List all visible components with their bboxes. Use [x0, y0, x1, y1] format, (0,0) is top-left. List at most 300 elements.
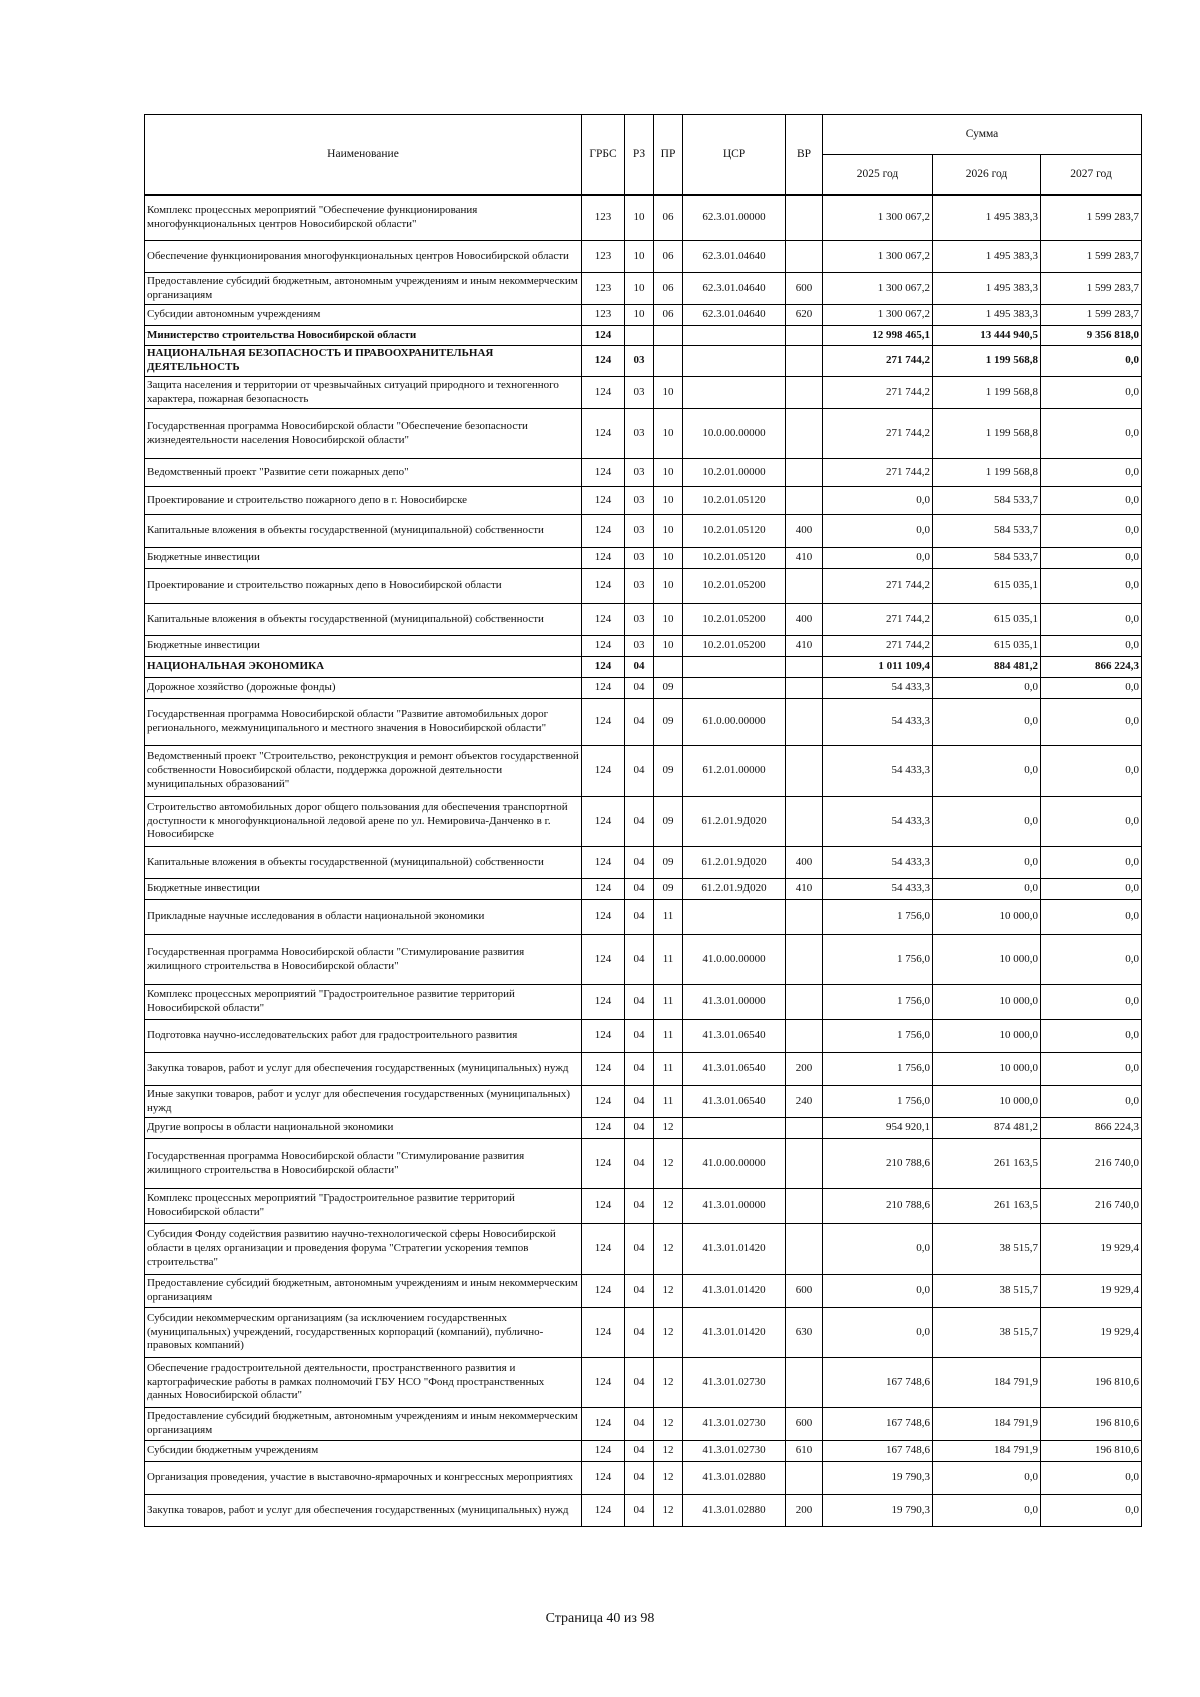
row-csr-cell: 61.0.00.00000 — [683, 699, 786, 746]
row-rz-cell: 04 — [625, 847, 654, 879]
row-amount-2026-cell: 1 199 568,8 — [933, 377, 1041, 409]
row-amount-2026-cell: 1 199 568,8 — [933, 409, 1041, 459]
row-vr-cell: 400 — [786, 847, 823, 879]
row-amount-2027-cell: 0,0 — [1041, 797, 1142, 847]
row-amount-2025-cell: 19 790,3 — [823, 1462, 933, 1495]
row-amount-2026-cell: 1 495 383,3 — [933, 305, 1041, 326]
row-rz-cell: 03 — [625, 459, 654, 487]
row-csr-cell: 41.3.01.02730 — [683, 1441, 786, 1462]
row-csr-cell: 62.3.01.00000 — [683, 195, 786, 241]
row-amount-2025-cell: 271 744,2 — [823, 604, 933, 636]
row-vr-cell: 600 — [786, 1275, 823, 1308]
row-amount-2026-cell: 0,0 — [933, 847, 1041, 879]
row-amount-2026-cell: 615 035,1 — [933, 569, 1041, 604]
row-csr-cell: 41.3.01.02730 — [683, 1358, 786, 1408]
row-rz-cell: 04 — [625, 1275, 654, 1308]
row-name-cell: Другие вопросы в области национальной экономики — [145, 1118, 582, 1139]
row-vr-cell: 240 — [786, 1086, 823, 1118]
row-rz-cell: 04 — [625, 1408, 654, 1441]
row-grbs-cell: 123 — [582, 241, 625, 273]
row-grbs-cell: 124 — [582, 515, 625, 548]
row-grbs-cell: 124 — [582, 797, 625, 847]
row-csr-cell: 61.2.01.9Д020 — [683, 797, 786, 847]
row-grbs-cell: 124 — [582, 409, 625, 459]
row-amount-2025-cell: 1 756,0 — [823, 1020, 933, 1053]
row-vr-cell — [786, 569, 823, 604]
row-rz-cell: 04 — [625, 1086, 654, 1118]
row-amount-2026-cell: 0,0 — [933, 746, 1041, 797]
row-pr-cell: 10 — [654, 636, 683, 657]
row-csr-cell — [683, 678, 786, 699]
row-rz-cell: 04 — [625, 879, 654, 900]
table-row — [145, 195, 1142, 241]
row-csr-cell: 41.3.01.01420 — [683, 1308, 786, 1358]
row-pr-cell: 12 — [654, 1358, 683, 1408]
row-grbs-cell: 124 — [582, 1139, 625, 1189]
row-grbs-cell: 124 — [582, 1441, 625, 1462]
row-pr-cell: 09 — [654, 797, 683, 847]
row-amount-2027-cell: 0,0 — [1041, 1495, 1142, 1527]
row-amount-2026-cell: 1 199 568,8 — [933, 459, 1041, 487]
row-name-cell: Строительство автомобильных дорог общего пользования для обеспечения транспортной доступности к многофункциональной ледовой арене по ул. Немировича-Данченко в г. Новосибирске — [145, 797, 582, 847]
row-pr-cell: 10 — [654, 569, 683, 604]
row-amount-2026-cell: 38 515,7 — [933, 1275, 1041, 1308]
row-pr-cell — [654, 326, 683, 346]
row-amount-2027-cell: 0,0 — [1041, 487, 1142, 515]
row-vr-cell — [786, 241, 823, 273]
row-pr-cell — [654, 346, 683, 377]
row-name-cell: Капитальные вложения в объекты государственной (муниципальной) собственности — [145, 604, 582, 636]
table-row — [145, 326, 1142, 346]
row-grbs-cell: 124 — [582, 377, 625, 409]
row-name-cell: Государственная программа Новосибирской области "Обеспечение безопасности жизнедеятельности населения Новосибирской области" — [145, 409, 582, 459]
row-name-cell: Обеспечение функционирования многофункциональных центров Новосибирской области — [145, 241, 582, 273]
row-amount-2027-cell: 0,0 — [1041, 985, 1142, 1020]
row-amount-2026-cell: 1 495 383,3 — [933, 195, 1041, 241]
row-grbs-cell: 124 — [582, 346, 625, 377]
row-amount-2027-cell: 0,0 — [1041, 377, 1142, 409]
row-rz-cell: 04 — [625, 1139, 654, 1189]
row-amount-2025-cell: 271 744,2 — [823, 377, 933, 409]
row-rz-cell: 10 — [625, 241, 654, 273]
row-csr-cell: 62.3.01.04640 — [683, 305, 786, 326]
table-row — [145, 305, 1142, 326]
row-pr-cell: 10 — [654, 409, 683, 459]
table-row — [145, 1408, 1142, 1441]
row-amount-2025-cell: 1 756,0 — [823, 985, 933, 1020]
row-pr-cell: 12 — [654, 1408, 683, 1441]
table-row — [145, 900, 1142, 935]
header-year-2025: 2025 год — [823, 155, 933, 195]
header-vr: ВР — [786, 115, 823, 195]
row-amount-2026-cell: 584 533,7 — [933, 548, 1041, 569]
row-amount-2026-cell: 10 000,0 — [933, 1020, 1041, 1053]
row-amount-2025-cell: 167 748,6 — [823, 1441, 933, 1462]
row-grbs-cell: 124 — [582, 1308, 625, 1358]
row-rz-cell: 04 — [625, 1358, 654, 1408]
row-amount-2025-cell: 1 300 067,2 — [823, 273, 933, 305]
table-row — [145, 1118, 1142, 1139]
row-amount-2027-cell: 0,0 — [1041, 346, 1142, 377]
row-rz-cell: 03 — [625, 548, 654, 569]
row-name-cell: Ведомственный проект "Строительство, реконструкция и ремонт объектов государственной собственности Новосибирской области, поддержка дорожной деятельности муниципальных образований" — [145, 746, 582, 797]
row-amount-2026-cell: 261 163,5 — [933, 1139, 1041, 1189]
row-amount-2026-cell: 13 444 940,5 — [933, 326, 1041, 346]
table-row — [145, 377, 1142, 409]
row-vr-cell — [786, 900, 823, 935]
row-name-cell: Комплекс процессных мероприятий "Обеспечение функционирования многофункциональных центров Новосибирской области" — [145, 195, 582, 241]
row-rz-cell: 04 — [625, 935, 654, 985]
header-grbs: ГРБС — [582, 115, 625, 195]
row-vr-cell: 620 — [786, 305, 823, 326]
row-pr-cell: 09 — [654, 699, 683, 746]
row-vr-cell: 400 — [786, 515, 823, 548]
row-rz-cell: 04 — [625, 1053, 654, 1086]
row-rz-cell: 03 — [625, 515, 654, 548]
row-vr-cell: 400 — [786, 604, 823, 636]
row-pr-cell: 06 — [654, 195, 683, 241]
row-amount-2025-cell: 1 756,0 — [823, 935, 933, 985]
row-amount-2027-cell: 1 599 283,7 — [1041, 195, 1142, 241]
row-csr-cell — [683, 657, 786, 678]
row-vr-cell — [786, 326, 823, 346]
row-name-cell: Министерство строительства Новосибирской области — [145, 326, 582, 346]
row-csr-cell — [683, 326, 786, 346]
row-amount-2027-cell: 0,0 — [1041, 1053, 1142, 1086]
row-pr-cell: 12 — [654, 1275, 683, 1308]
row-name-cell: Защита населения и территории от чрезвычайных ситуаций природного и техногенного характера, пожарная безопасность — [145, 377, 582, 409]
row-vr-cell — [786, 459, 823, 487]
row-amount-2026-cell: 0,0 — [933, 699, 1041, 746]
row-name-cell: Государственная программа Новосибирской области "Стимулирование развития жилищного строительства в Новосибирской области" — [145, 935, 582, 985]
row-vr-cell — [786, 195, 823, 241]
header-rz: РЗ — [625, 115, 654, 195]
row-amount-2025-cell: 271 744,2 — [823, 636, 933, 657]
row-amount-2027-cell: 0,0 — [1041, 746, 1142, 797]
row-rz-cell: 04 — [625, 1189, 654, 1224]
row-amount-2025-cell: 271 744,2 — [823, 346, 933, 377]
table-row — [145, 1358, 1142, 1408]
row-amount-2025-cell: 12 998 465,1 — [823, 326, 933, 346]
row-rz-cell: 04 — [625, 985, 654, 1020]
row-grbs-cell: 123 — [582, 273, 625, 305]
table-row — [145, 569, 1142, 604]
row-amount-2026-cell: 10 000,0 — [933, 900, 1041, 935]
row-amount-2025-cell: 1 300 067,2 — [823, 241, 933, 273]
row-grbs-cell: 124 — [582, 1358, 625, 1408]
row-vr-cell: 200 — [786, 1053, 823, 1086]
row-amount-2025-cell: 271 744,2 — [823, 409, 933, 459]
row-csr-cell: 41.3.01.01420 — [683, 1275, 786, 1308]
row-name-cell: Предоставление субсидий бюджетным, автономным учреждениям и иным некоммерческим организациям — [145, 273, 582, 305]
row-name-cell: Закупка товаров, работ и услуг для обеспечения государственных (муниципальных) нужд — [145, 1053, 582, 1086]
row-name-cell: Прикладные научные исследования в области национальной экономики — [145, 900, 582, 935]
row-amount-2027-cell: 0,0 — [1041, 459, 1142, 487]
row-csr-cell: 10.0.00.00000 — [683, 409, 786, 459]
row-amount-2027-cell: 1 599 283,7 — [1041, 305, 1142, 326]
row-grbs-cell: 124 — [582, 847, 625, 879]
row-rz-cell: 03 — [625, 487, 654, 515]
row-amount-2025-cell: 0,0 — [823, 548, 933, 569]
row-pr-cell: 10 — [654, 377, 683, 409]
row-csr-cell: 61.2.01.00000 — [683, 746, 786, 797]
row-amount-2027-cell: 0,0 — [1041, 604, 1142, 636]
row-amount-2026-cell: 584 533,7 — [933, 487, 1041, 515]
row-rz-cell: 10 — [625, 273, 654, 305]
table-row — [145, 1139, 1142, 1189]
row-amount-2026-cell: 38 515,7 — [933, 1224, 1041, 1275]
row-pr-cell: 12 — [654, 1224, 683, 1275]
row-amount-2027-cell: 19 929,4 — [1041, 1308, 1142, 1358]
row-amount-2025-cell: 54 433,3 — [823, 678, 933, 699]
row-vr-cell — [786, 1020, 823, 1053]
row-pr-cell: 09 — [654, 847, 683, 879]
row-amount-2026-cell: 10 000,0 — [933, 1086, 1041, 1118]
row-name-cell: Организация проведения, участие в выставочно-ярмарочных и конгрессных мероприятиях — [145, 1462, 582, 1495]
row-vr-cell — [786, 797, 823, 847]
row-pr-cell: 12 — [654, 1441, 683, 1462]
row-pr-cell: 06 — [654, 273, 683, 305]
row-csr-cell: 10.2.01.05120 — [683, 515, 786, 548]
row-grbs-cell: 124 — [582, 1224, 625, 1275]
row-amount-2027-cell: 1 599 283,7 — [1041, 273, 1142, 305]
table-row — [145, 1189, 1142, 1224]
row-name-cell: Капитальные вложения в объекты государственной (муниципальной) собственности — [145, 515, 582, 548]
row-pr-cell: 06 — [654, 241, 683, 273]
row-name-cell: Проектирование и строительство пожарных депо в Новосибирской области — [145, 569, 582, 604]
row-grbs-cell: 124 — [582, 699, 625, 746]
table-row — [145, 1086, 1142, 1118]
row-amount-2027-cell: 0,0 — [1041, 1020, 1142, 1053]
row-amount-2027-cell: 19 929,4 — [1041, 1224, 1142, 1275]
row-pr-cell: 09 — [654, 746, 683, 797]
row-vr-cell — [786, 678, 823, 699]
row-amount-2025-cell: 210 788,6 — [823, 1189, 933, 1224]
row-csr-cell: 61.2.01.9Д020 — [683, 879, 786, 900]
row-amount-2027-cell: 196 810,6 — [1041, 1441, 1142, 1462]
row-vr-cell: 600 — [786, 1408, 823, 1441]
table-row — [145, 548, 1142, 569]
row-amount-2027-cell: 0,0 — [1041, 699, 1142, 746]
row-vr-cell — [786, 1224, 823, 1275]
row-amount-2026-cell: 0,0 — [933, 1462, 1041, 1495]
row-vr-cell — [786, 1358, 823, 1408]
row-rz-cell: 04 — [625, 746, 654, 797]
row-amount-2027-cell: 0,0 — [1041, 548, 1142, 569]
row-pr-cell: 12 — [654, 1118, 683, 1139]
row-rz-cell: 10 — [625, 305, 654, 326]
row-amount-2027-cell: 0,0 — [1041, 1086, 1142, 1118]
row-grbs-cell: 124 — [582, 1495, 625, 1527]
row-csr-cell — [683, 346, 786, 377]
row-csr-cell — [683, 1118, 786, 1139]
row-amount-2025-cell: 1 011 109,4 — [823, 657, 933, 678]
row-name-cell: Закупка товаров, работ и услуг для обеспечения государственных (муниципальных) нужд — [145, 1495, 582, 1527]
row-csr-cell: 41.3.01.00000 — [683, 985, 786, 1020]
row-pr-cell: 12 — [654, 1462, 683, 1495]
row-pr-cell: 11 — [654, 1020, 683, 1053]
row-amount-2025-cell: 54 433,3 — [823, 699, 933, 746]
table-row — [145, 636, 1142, 657]
table-row — [145, 1053, 1142, 1086]
row-amount-2025-cell: 54 433,3 — [823, 746, 933, 797]
row-name-cell: НАЦИОНАЛЬНАЯ БЕЗОПАСНОСТЬ И ПРАВООХРАНИТЕЛЬНАЯ ДЕЯТЕЛЬНОСТЬ — [145, 346, 582, 377]
row-name-cell: Субсидия Фонду содействия развитию научно-технологической сферы Новосибирской области в целях организации и проведения форума "Стратегии ускорения темпов строительства" — [145, 1224, 582, 1275]
row-amount-2025-cell: 0,0 — [823, 1275, 933, 1308]
row-csr-cell: 41.3.01.06540 — [683, 1086, 786, 1118]
row-name-cell: Бюджетные инвестиции — [145, 879, 582, 900]
row-vr-cell — [786, 985, 823, 1020]
row-csr-cell: 41.3.01.01420 — [683, 1224, 786, 1275]
row-pr-cell: 11 — [654, 935, 683, 985]
row-grbs-cell: 124 — [582, 985, 625, 1020]
table-row — [145, 1308, 1142, 1358]
row-name-cell: Бюджетные инвестиции — [145, 636, 582, 657]
row-rz-cell: 04 — [625, 797, 654, 847]
row-rz-cell: 04 — [625, 1118, 654, 1139]
table-row — [145, 678, 1142, 699]
row-csr-cell — [683, 377, 786, 409]
row-name-cell: Комплекс процессных мероприятий "Градостроительное развитие территорий Новосибирской области" — [145, 1189, 582, 1224]
row-vr-cell: 630 — [786, 1308, 823, 1358]
row-amount-2025-cell: 167 748,6 — [823, 1358, 933, 1408]
row-amount-2025-cell: 954 920,1 — [823, 1118, 933, 1139]
row-rz-cell: 03 — [625, 409, 654, 459]
row-grbs-cell: 124 — [582, 900, 625, 935]
row-amount-2025-cell: 19 790,3 — [823, 1495, 933, 1527]
header-csr: ЦСР — [683, 115, 786, 195]
row-amount-2027-cell: 196 810,6 — [1041, 1358, 1142, 1408]
row-csr-cell: 62.3.01.04640 — [683, 273, 786, 305]
row-grbs-cell: 124 — [582, 1189, 625, 1224]
row-amount-2027-cell: 9 356 818,0 — [1041, 326, 1142, 346]
row-vr-cell — [786, 1189, 823, 1224]
row-pr-cell: 11 — [654, 1086, 683, 1118]
row-name-cell: Подготовка научно-исследовательских работ для градостроительного развития — [145, 1020, 582, 1053]
row-amount-2026-cell: 38 515,7 — [933, 1308, 1041, 1358]
row-csr-cell: 10.2.01.00000 — [683, 459, 786, 487]
row-rz-cell: 10 — [625, 195, 654, 241]
table-row — [145, 847, 1142, 879]
table-row — [145, 604, 1142, 636]
row-grbs-cell: 124 — [582, 1118, 625, 1139]
row-amount-2026-cell: 10 000,0 — [933, 935, 1041, 985]
row-pr-cell: 12 — [654, 1139, 683, 1189]
row-amount-2026-cell: 615 035,1 — [933, 604, 1041, 636]
row-name-cell: Субсидии некоммерческим организациям (за исключением государственных (муниципальных) учреждений, государственных корпораций (компаний), публично-правовых компаний) — [145, 1308, 582, 1358]
row-vr-cell — [786, 699, 823, 746]
table-row — [145, 699, 1142, 746]
row-amount-2026-cell: 184 791,9 — [933, 1441, 1041, 1462]
row-rz-cell: 04 — [625, 1308, 654, 1358]
row-rz-cell — [625, 326, 654, 346]
row-name-cell: Иные закупки товаров, работ и услуг для обеспечения государственных (муниципальных) нужд — [145, 1086, 582, 1118]
table-body — [145, 195, 1142, 1527]
row-vr-cell — [786, 346, 823, 377]
row-vr-cell: 200 — [786, 1495, 823, 1527]
row-amount-2027-cell: 866 224,3 — [1041, 657, 1142, 678]
row-amount-2025-cell: 1 756,0 — [823, 1053, 933, 1086]
row-pr-cell: 10 — [654, 459, 683, 487]
table-row — [145, 346, 1142, 377]
row-csr-cell: 41.3.01.00000 — [683, 1189, 786, 1224]
row-amount-2026-cell: 0,0 — [933, 678, 1041, 699]
row-vr-cell — [786, 377, 823, 409]
row-pr-cell: 06 — [654, 305, 683, 326]
row-pr-cell: 11 — [654, 1053, 683, 1086]
row-csr-cell: 61.2.01.9Д020 — [683, 847, 786, 879]
row-grbs-cell: 124 — [582, 326, 625, 346]
table-row — [145, 241, 1142, 273]
row-name-cell: Комплекс процессных мероприятий "Градостроительное развитие территорий Новосибирской области" — [145, 985, 582, 1020]
row-pr-cell: 12 — [654, 1495, 683, 1527]
row-grbs-cell: 123 — [582, 305, 625, 326]
row-grbs-cell: 124 — [582, 746, 625, 797]
row-rz-cell: 03 — [625, 346, 654, 377]
row-name-cell: Предоставление субсидий бюджетным, автономным учреждениям и иным некоммерческим организациям — [145, 1275, 582, 1308]
row-csr-cell: 62.3.01.04640 — [683, 241, 786, 273]
row-amount-2025-cell: 0,0 — [823, 1224, 933, 1275]
row-amount-2026-cell: 1 199 568,8 — [933, 346, 1041, 377]
row-amount-2025-cell: 1 756,0 — [823, 900, 933, 935]
row-grbs-cell: 124 — [582, 1053, 625, 1086]
row-name-cell: Предоставление субсидий бюджетным, автономным учреждениям и иным некоммерческим организациям — [145, 1408, 582, 1441]
row-name-cell: Государственная программа Новосибирской области "Стимулирование развития жилищного строительства в Новосибирской области" — [145, 1139, 582, 1189]
row-amount-2025-cell: 54 433,3 — [823, 879, 933, 900]
table-row — [145, 487, 1142, 515]
header-year-2027: 2027 год — [1041, 155, 1142, 195]
table-row — [145, 1495, 1142, 1527]
header-name: Наименование — [145, 115, 582, 195]
row-name-cell: Государственная программа Новосибирской области "Развитие автомобильных дорог регионального, межмуниципального и местного значения в Новосибирской области" — [145, 699, 582, 746]
table-row — [145, 459, 1142, 487]
row-csr-cell: 41.3.01.02880 — [683, 1462, 786, 1495]
header-year-2026: 2026 год — [933, 155, 1041, 195]
row-amount-2027-cell: 216 740,0 — [1041, 1189, 1142, 1224]
row-grbs-cell: 124 — [582, 1408, 625, 1441]
row-amount-2026-cell: 874 481,2 — [933, 1118, 1041, 1139]
row-amount-2025-cell: 167 748,6 — [823, 1408, 933, 1441]
row-rz-cell: 04 — [625, 1495, 654, 1527]
row-grbs-cell: 124 — [582, 548, 625, 569]
table-row — [145, 1275, 1142, 1308]
row-amount-2027-cell: 0,0 — [1041, 678, 1142, 699]
row-vr-cell — [786, 409, 823, 459]
table-row — [145, 935, 1142, 985]
row-pr-cell: 10 — [654, 604, 683, 636]
row-vr-cell — [786, 1118, 823, 1139]
row-rz-cell: 04 — [625, 1462, 654, 1495]
row-amount-2025-cell: 54 433,3 — [823, 797, 933, 847]
row-amount-2025-cell: 271 744,2 — [823, 569, 933, 604]
row-amount-2025-cell: 210 788,6 — [823, 1139, 933, 1189]
row-amount-2025-cell: 1 300 067,2 — [823, 305, 933, 326]
row-grbs-cell: 123 — [582, 195, 625, 241]
row-grbs-cell: 124 — [582, 604, 625, 636]
row-grbs-cell: 124 — [582, 1086, 625, 1118]
row-rz-cell: 04 — [625, 1441, 654, 1462]
row-vr-cell — [786, 935, 823, 985]
row-amount-2027-cell: 0,0 — [1041, 1462, 1142, 1495]
row-csr-cell: 10.2.01.05120 — [683, 548, 786, 569]
row-vr-cell: 610 — [786, 1441, 823, 1462]
row-amount-2027-cell: 0,0 — [1041, 569, 1142, 604]
row-csr-cell: 10.2.01.05200 — [683, 604, 786, 636]
row-csr-cell — [683, 900, 786, 935]
row-amount-2027-cell: 19 929,4 — [1041, 1275, 1142, 1308]
page-number: Страница 40 из 98 — [545, 1611, 655, 1626]
table-row — [145, 409, 1142, 459]
